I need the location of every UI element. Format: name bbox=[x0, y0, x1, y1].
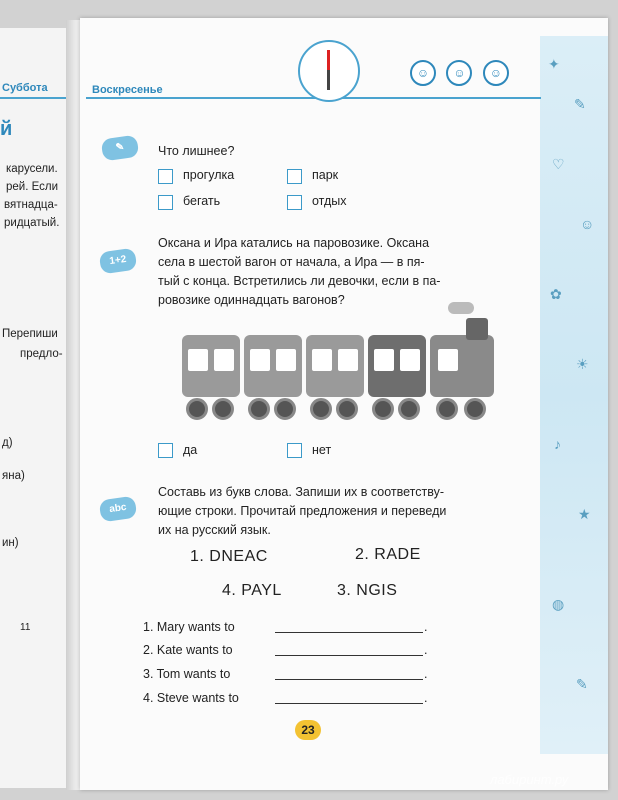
option-label: нет bbox=[312, 443, 332, 457]
happy-face-icon: ☺ bbox=[410, 60, 436, 86]
star-icon: ✦ bbox=[548, 56, 560, 72]
answer-line[interactable] bbox=[275, 703, 423, 704]
option-label: прогулка bbox=[183, 168, 235, 182]
sentence-end: . bbox=[424, 643, 428, 657]
checkbox-da[interactable] bbox=[158, 443, 173, 458]
left-fragment: рей. Если bbox=[6, 181, 59, 193]
sentence-prompt: 3. Tom wants to bbox=[143, 667, 231, 681]
task2-text-line: ровозике одиннадцать вагонов? bbox=[158, 293, 345, 307]
wheel bbox=[310, 398, 332, 420]
left-fragment: яна) bbox=[2, 470, 25, 482]
left-page bbox=[0, 28, 72, 788]
wheel bbox=[248, 398, 270, 420]
checkbox-begat[interactable] bbox=[158, 195, 173, 210]
checkbox-otdyh[interactable] bbox=[287, 195, 302, 210]
checkbox-net[interactable] bbox=[287, 443, 302, 458]
sentence-end: . bbox=[424, 667, 428, 681]
left-fragment: й bbox=[0, 118, 13, 140]
sentence-end: . bbox=[424, 691, 428, 705]
wheel bbox=[464, 398, 486, 420]
wheel bbox=[274, 398, 296, 420]
mood-faces bbox=[410, 60, 515, 86]
task2-text-line: Оксана и Ира катались на паровозике. Оксана bbox=[158, 236, 430, 250]
wheel bbox=[398, 398, 420, 420]
scrambled-word: 3. NGIS bbox=[337, 582, 398, 599]
star-icon: ★ bbox=[578, 506, 591, 522]
left-fragment: д) bbox=[2, 437, 13, 449]
answer-line[interactable] bbox=[275, 679, 423, 680]
task-icon: ✎ bbox=[101, 135, 140, 162]
option-label: отдых bbox=[312, 194, 347, 208]
flower-icon: ✿ bbox=[550, 286, 562, 302]
left-fragment: предло- bbox=[20, 348, 63, 360]
decorative-border bbox=[540, 36, 608, 754]
left-fragment: Перепиши bbox=[2, 328, 58, 340]
answer-line[interactable] bbox=[275, 655, 423, 656]
task3-text-line: Составь из букв слова. Запиши их в соответству- bbox=[158, 485, 445, 499]
train-car bbox=[306, 335, 364, 397]
task2-text-line: села в шестой вагон от начала, а Ира — в пя- bbox=[158, 255, 425, 269]
sentence-prompt: 2. Kate wants to bbox=[143, 643, 233, 657]
sun-icon: ☀ bbox=[576, 356, 589, 372]
locomotive bbox=[430, 335, 494, 397]
train-car bbox=[182, 335, 240, 397]
checkbox-progulka[interactable] bbox=[158, 169, 173, 184]
left-fragment: 11 bbox=[20, 622, 31, 633]
smiley-icon: ☺ bbox=[580, 216, 595, 232]
left-day-label: Суббота bbox=[2, 82, 48, 94]
sentence-prompt: 4. Steve wants to bbox=[143, 691, 239, 705]
train-car bbox=[244, 335, 302, 397]
task-icon: abc bbox=[99, 496, 138, 523]
page-number: 23 bbox=[295, 720, 321, 740]
wheel bbox=[212, 398, 234, 420]
left-fragment: вятнадца- bbox=[4, 199, 58, 211]
option-label: бегать bbox=[183, 194, 221, 208]
sentence-prompt: 1. Mary wants to bbox=[143, 620, 235, 634]
wheel bbox=[186, 398, 208, 420]
scrambled-word: 4. PAYL bbox=[222, 582, 282, 599]
wheel bbox=[336, 398, 358, 420]
task2-text-line: тый с конца. Встретились ли девочки, если в па- bbox=[158, 274, 441, 288]
day-label: Воскресенье bbox=[92, 84, 163, 96]
left-fragment: ридцатый. bbox=[4, 217, 60, 229]
task3-text-line: ющие строки. Прочитай предложения и переведи bbox=[158, 504, 447, 518]
wheel bbox=[436, 398, 458, 420]
thumbs-face-icon: ☺ bbox=[483, 60, 509, 86]
globe-icon: ◍ bbox=[552, 596, 565, 612]
train-car bbox=[368, 335, 426, 397]
locomotive-chimney bbox=[466, 318, 488, 340]
smoke-puff bbox=[448, 302, 474, 314]
task1-question: Что лишнее? bbox=[158, 144, 235, 158]
task3-text-line: их на русский язык. bbox=[158, 523, 271, 537]
pencil-icon: ✎ bbox=[576, 676, 588, 692]
task-icon: 1+2 bbox=[99, 248, 138, 275]
left-fragment: карусели. bbox=[6, 163, 58, 175]
left-fragment: ин) bbox=[2, 537, 19, 549]
option-label: да bbox=[183, 443, 198, 457]
compass-icon bbox=[298, 40, 360, 102]
music-icon: ♪ bbox=[554, 436, 561, 452]
wheel bbox=[372, 398, 394, 420]
scrambled-word: 2. RADE bbox=[355, 546, 421, 563]
neutral-face-icon: ☺ bbox=[446, 60, 472, 86]
answer-line[interactable] bbox=[275, 632, 423, 633]
sentence-end: . bbox=[424, 620, 428, 634]
watermark: лабиринт.ру bbox=[490, 772, 569, 787]
option-label: парк bbox=[312, 168, 339, 182]
scrambled-word: 1. DNEAC bbox=[190, 548, 268, 565]
checkbox-park[interactable] bbox=[287, 169, 302, 184]
heart-icon: ♡ bbox=[552, 156, 565, 172]
pencil-icon: ✎ bbox=[574, 96, 586, 112]
left-header-line bbox=[0, 97, 66, 99]
